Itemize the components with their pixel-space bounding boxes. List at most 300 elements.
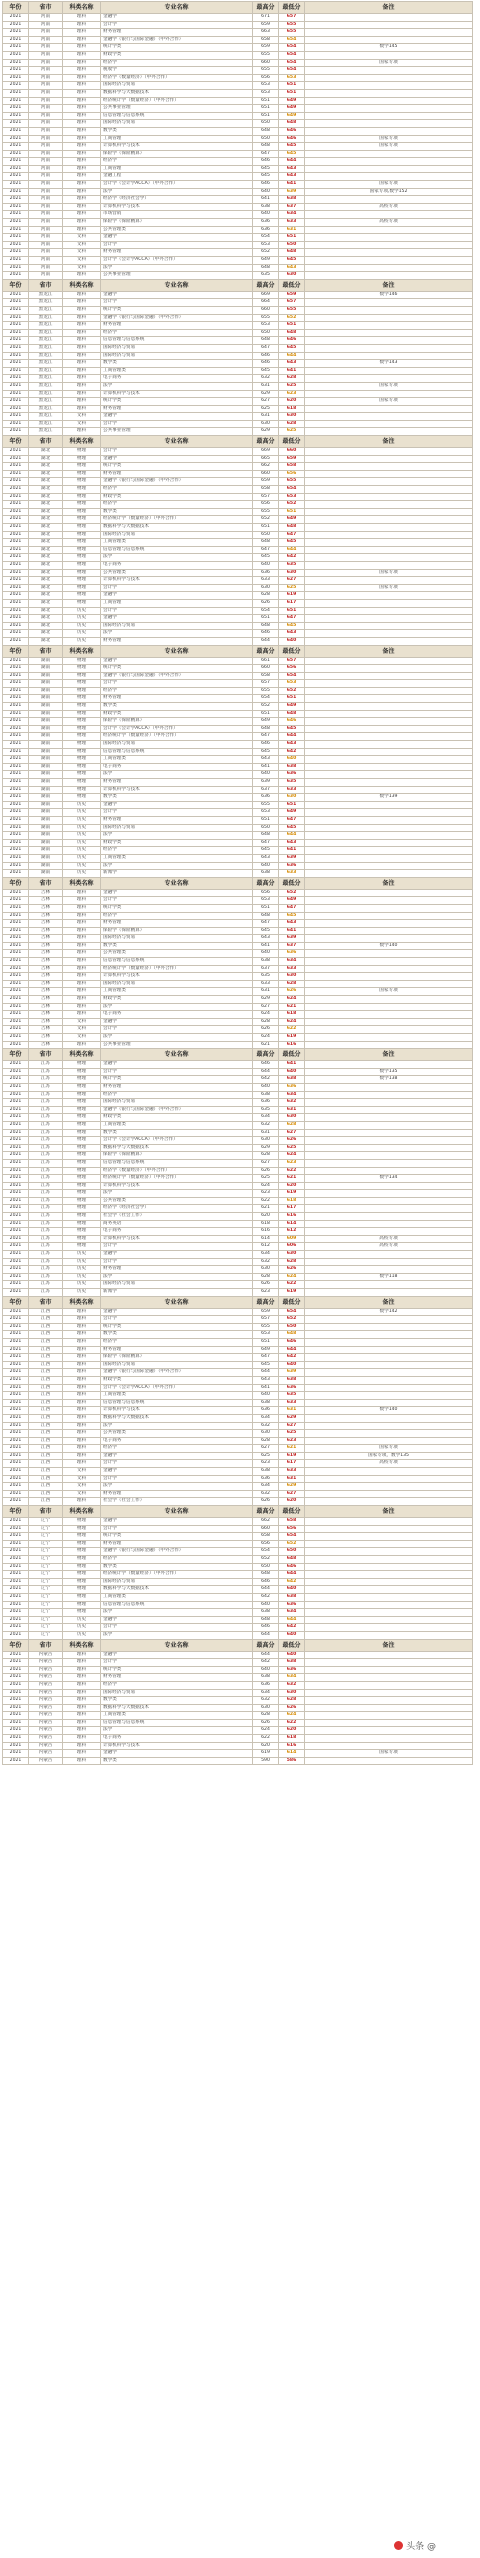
cell-min-score: 652 [279, 889, 305, 897]
cell-major: 金融学 [101, 1061, 253, 1069]
cell-year: 2021 [3, 665, 29, 673]
cell-year: 2021 [3, 173, 29, 181]
cell-major: 金融学 [101, 1651, 253, 1659]
cell-year: 2021 [3, 607, 29, 615]
cell-note [305, 375, 473, 383]
cell-note [305, 935, 473, 943]
cell-year: 2021 [3, 839, 29, 847]
cell-type: 理科 [63, 89, 101, 97]
cell-major: 金融学 [101, 1616, 253, 1624]
cell-province: 辽宁 [29, 1563, 63, 1571]
cell-province: 江苏 [29, 1213, 63, 1221]
cell-max-score: 623 [253, 1289, 279, 1297]
table-row [3, 1106, 473, 1114]
cell-note: 数学140 [305, 1407, 473, 1415]
cell-major: 法学 [101, 1003, 253, 1011]
cell-min-score: 625 [279, 382, 305, 390]
cell-year: 2021 [3, 958, 29, 966]
cell-province: 江苏 [29, 1061, 63, 1069]
cell-note [305, 112, 473, 120]
cell-province: 江苏 [29, 1266, 63, 1274]
cell-max-score: 654 [253, 234, 279, 242]
cell-min-score: 645 [279, 150, 305, 158]
cell-type: 历史 [63, 622, 101, 630]
cell-year: 2021 [3, 97, 29, 105]
cell-type: 物理 [63, 1106, 101, 1114]
cell-province: 黑龙江 [29, 360, 63, 368]
cell-max-score: 632 [253, 375, 279, 383]
cell-max-score: 661 [253, 657, 279, 665]
cell-min-score: 631 [279, 226, 305, 234]
cell-min-score: 632 [279, 1681, 305, 1689]
cell-min-score: 636 [279, 1083, 305, 1091]
cell-type: 历史 [63, 809, 101, 817]
cell-major: 计算机科学与技术 [101, 973, 253, 981]
cell-year: 2021 [3, 234, 29, 242]
cell-year: 2021 [3, 413, 29, 421]
cell-max-score: 650 [253, 329, 279, 337]
cell-max-score: 648 [253, 912, 279, 920]
cell-max-score: 629 [253, 1144, 279, 1152]
cell-max-score: 644 [253, 1631, 279, 1639]
cell-major: 经济统计学（数量经济）（中外合作） [101, 1175, 253, 1183]
cell-major: 金融学 [101, 234, 253, 242]
cell-type: 理科 [63, 988, 101, 996]
cell-min-score: 654 [279, 59, 305, 67]
cell-max-score: 635 [253, 973, 279, 981]
cell-min-score: 644 [279, 733, 305, 741]
cell-year: 2021 [3, 1281, 29, 1289]
cell-year: 2021 [3, 257, 29, 265]
cell-province: 江苏 [29, 1068, 63, 1076]
cell-province: 江苏 [29, 1175, 63, 1183]
cell-province: 河南 [29, 127, 63, 135]
cell-type: 物理 [63, 703, 101, 711]
cell-min-score: 643 [279, 741, 305, 749]
cell-min-score: 622 [279, 1167, 305, 1175]
cell-major: 财务管理 [101, 1674, 253, 1682]
cell-note [305, 1666, 473, 1674]
table-row [3, 546, 473, 554]
cell-min-score: 625 [279, 1144, 305, 1152]
cell-year: 2021 [3, 1727, 29, 1735]
cell-year: 2021 [3, 241, 29, 249]
cell-max-score: 631 [253, 988, 279, 996]
cell-note [305, 816, 473, 824]
cell-note: 数学143 [305, 360, 473, 368]
header-type: 科类名称 [63, 2, 101, 14]
cell-province: 江苏 [29, 1076, 63, 1084]
cell-note: 数学145 [305, 44, 473, 52]
table-row [3, 390, 473, 398]
cell-note: 数学134 [305, 1175, 473, 1183]
cell-province: 湖北 [29, 592, 63, 600]
cell-type: 理科 [63, 965, 101, 973]
cell-major: 公共事业管理 [101, 105, 253, 113]
cell-year: 2021 [3, 1437, 29, 1445]
header-province: 省市 [29, 645, 63, 657]
cell-max-score: 642 [253, 1076, 279, 1084]
cell-type: 物理 [63, 584, 101, 592]
table-row [3, 112, 473, 120]
cell-max-score: 654 [253, 695, 279, 703]
cell-province: 河南 [29, 29, 63, 37]
cell-max-score: 626 [253, 1498, 279, 1506]
cell-type: 物理 [63, 1182, 101, 1190]
cell-year: 2021 [3, 862, 29, 870]
cell-note [305, 1563, 473, 1571]
table-row [3, 135, 473, 143]
cell-year: 2021 [3, 1068, 29, 1076]
cell-major: 金融学 [101, 1518, 253, 1526]
cell-year: 2021 [3, 657, 29, 665]
cell-min-score: 648 [279, 120, 305, 128]
cell-type: 理科 [63, 314, 101, 322]
cell-province: 黑龙江 [29, 405, 63, 413]
cell-type: 理科 [63, 920, 101, 928]
cell-province: 河南 [29, 135, 63, 143]
cell-note [305, 1281, 473, 1289]
cell-max-score: 648 [253, 337, 279, 345]
cell-year: 2021 [3, 1712, 29, 1720]
cell-major: 信息管理与信息系统 [101, 337, 253, 345]
cell-year: 2021 [3, 1750, 29, 1758]
cell-note [305, 1369, 473, 1377]
table-row [3, 120, 473, 128]
cell-province: 江苏 [29, 1228, 63, 1236]
table-row [3, 912, 473, 920]
cell-max-score: 650 [253, 135, 279, 143]
cell-min-score: 655 [279, 306, 305, 314]
cell-province: 河南 [29, 67, 63, 75]
cell-year: 2021 [3, 1392, 29, 1400]
cell-note [305, 1041, 473, 1049]
cell-min-score: 654 [279, 486, 305, 494]
cell-year: 2021 [3, 1704, 29, 1712]
table-row [3, 1167, 473, 1175]
cell-max-score: 646 [253, 360, 279, 368]
cell-max-score: 626 [253, 1281, 279, 1289]
cell-max-score: 660 [253, 59, 279, 67]
cell-note [305, 1704, 473, 1712]
cell-max-score: 636 [253, 569, 279, 577]
cell-province: 黑龙江 [29, 428, 63, 436]
cell-major: 会计学 [101, 680, 253, 688]
cell-year: 2021 [3, 809, 29, 817]
cell-type: 物理 [63, 455, 101, 463]
cell-year: 2021 [3, 1205, 29, 1213]
cell-type: 物理 [63, 657, 101, 665]
cell-province: 江苏 [29, 1220, 63, 1228]
table-row [3, 839, 473, 847]
cell-province: 湖南 [29, 786, 63, 794]
cell-max-score: 635 [253, 1106, 279, 1114]
cell-note [305, 870, 473, 878]
table-row [3, 1376, 473, 1384]
cell-province: 江西 [29, 1323, 63, 1331]
cell-min-score: 641 [279, 927, 305, 935]
table-row [3, 219, 473, 227]
cell-note [305, 524, 473, 532]
cell-min-score: 638 [279, 1076, 305, 1084]
cell-max-score: 641 [253, 196, 279, 204]
table-row [3, 935, 473, 943]
table-row [3, 1258, 473, 1266]
cell-province: 河南 [29, 21, 63, 29]
cell-major: 计算机科学与技术 [101, 577, 253, 585]
cell-year: 2021 [3, 1586, 29, 1594]
cell-min-score: 636 [279, 1601, 305, 1609]
cell-major: 经济学 [101, 59, 253, 67]
cell-min-score: 651 [279, 82, 305, 90]
cell-max-score: 650 [253, 531, 279, 539]
cell-max-score: 654 [253, 1548, 279, 1556]
cell-min-score: 636 [279, 771, 305, 779]
cell-year: 2021 [3, 1129, 29, 1137]
header-year: 年份 [3, 877, 29, 889]
cell-note [305, 1220, 473, 1228]
cell-year: 2021 [3, 455, 29, 463]
cell-note: 国家专项 [305, 1750, 473, 1758]
cell-major: 公共管理类 [101, 226, 253, 234]
cell-type: 理科 [63, 1376, 101, 1384]
table-row [3, 1556, 473, 1564]
cell-year: 2021 [3, 1197, 29, 1205]
cell-type: 物理 [63, 516, 101, 524]
cell-note [305, 973, 473, 981]
cell-province: 内蒙古 [29, 1735, 63, 1743]
cell-max-score: 648 [253, 539, 279, 547]
cell-year: 2021 [3, 1076, 29, 1084]
cell-type: 理科 [63, 1323, 101, 1331]
cell-min-score: 645 [279, 622, 305, 630]
cell-type: 理科 [63, 1719, 101, 1727]
cell-province: 内蒙古 [29, 1697, 63, 1705]
cell-type: 理科 [63, 59, 101, 67]
cell-note [305, 1289, 473, 1297]
cell-max-score: 654 [253, 607, 279, 615]
cell-year: 2021 [3, 196, 29, 204]
header-min: 最低分 [279, 1506, 305, 1518]
cell-year: 2021 [3, 1175, 29, 1183]
cell-type: 理科 [63, 1414, 101, 1422]
cell-year: 2021 [3, 1106, 29, 1114]
cell-max-score: 645 [253, 367, 279, 375]
cell-province: 辽宁 [29, 1525, 63, 1533]
cell-type: 物理 [63, 592, 101, 600]
cell-year: 2021 [3, 1369, 29, 1377]
cell-min-score: 606 [279, 1243, 305, 1251]
cell-max-score: 649 [253, 257, 279, 265]
cell-province: 江西 [29, 1361, 63, 1369]
cell-year: 2021 [3, 203, 29, 211]
cell-max-score: 646 [253, 181, 279, 189]
cell-major: 信息管理与信息系统 [101, 748, 253, 756]
cell-province: 江苏 [29, 1099, 63, 1107]
cell-max-score: 636 [253, 1681, 279, 1689]
table-row [3, 470, 473, 478]
cell-min-score: 634 [279, 1091, 305, 1099]
cell-province: 辽宁 [29, 1578, 63, 1586]
cell-province: 江西 [29, 1490, 63, 1498]
cell-year: 2021 [3, 1182, 29, 1190]
cell-type: 物理 [63, 1556, 101, 1564]
cell-major: 财政学类 [101, 1376, 253, 1384]
cell-year: 2021 [3, 1593, 29, 1601]
cell-province: 内蒙古 [29, 1674, 63, 1682]
cell-major: 法学 [101, 188, 253, 196]
cell-major: 金融学 [101, 455, 253, 463]
cell-year: 2021 [3, 561, 29, 569]
cell-min-score: 651 [279, 89, 305, 97]
cell-max-score: 651 [253, 524, 279, 532]
cell-type: 物理 [63, 1175, 101, 1183]
cell-major: 金融学 [101, 615, 253, 623]
cell-max-score: 648 [253, 1616, 279, 1624]
cell-min-score: 627 [279, 577, 305, 585]
cell-province: 河南 [29, 234, 63, 242]
cell-type: 理科 [63, 44, 101, 52]
cell-major: 金融学 [101, 1018, 253, 1026]
cell-year: 2021 [3, 748, 29, 756]
cell-min-score: 650 [279, 1548, 305, 1556]
cell-province: 吉林 [29, 980, 63, 988]
cell-note [305, 1018, 473, 1026]
cell-province: 江苏 [29, 1273, 63, 1281]
cell-type: 理科 [63, 1308, 101, 1316]
cell-max-score: 632 [253, 1697, 279, 1705]
cell-year: 2021 [3, 1220, 29, 1228]
cell-province: 内蒙古 [29, 1742, 63, 1750]
cell-note [305, 173, 473, 181]
cell-note [305, 927, 473, 935]
cell-min-score: 644 [279, 546, 305, 554]
cell-type: 物理 [63, 554, 101, 562]
cell-min-score: 624 [279, 1273, 305, 1281]
cell-min-score: 641 [279, 1061, 305, 1069]
cell-type: 物理 [63, 478, 101, 486]
cell-major: 计算机科学与技术 [101, 143, 253, 151]
header-min: 最低分 [279, 279, 305, 291]
cell-type: 理科 [63, 1437, 101, 1445]
cell-type: 物理 [63, 733, 101, 741]
cell-major: 税收学 [101, 67, 253, 75]
cell-year: 2021 [3, 1251, 29, 1259]
cell-year: 2021 [3, 546, 29, 554]
cell-max-score: 653 [253, 322, 279, 330]
cell-year: 2021 [3, 249, 29, 257]
cell-type: 物理 [63, 448, 101, 456]
cell-major: 数据科学与大数据技术 [101, 1704, 253, 1712]
cell-note [305, 1376, 473, 1384]
cell-min-score: 618 [279, 1735, 305, 1743]
header-min: 最低分 [279, 1639, 305, 1651]
cell-year: 2021 [3, 832, 29, 840]
table-row [3, 687, 473, 695]
cell-major: 数学类 [101, 1697, 253, 1705]
cell-max-score: 628 [253, 1152, 279, 1160]
cell-min-score: 623 [279, 390, 305, 398]
cell-major: 财务管理 [101, 1490, 253, 1498]
cell-year: 2021 [3, 771, 29, 779]
cell-year: 2021 [3, 1213, 29, 1221]
cell-province: 吉林 [29, 988, 63, 996]
table-row [3, 950, 473, 958]
cell-year: 2021 [3, 847, 29, 855]
cell-min-score: 655 [279, 29, 305, 37]
cell-province: 河南 [29, 150, 63, 158]
cell-note [305, 1003, 473, 1011]
table-row [3, 234, 473, 242]
cell-major: 财政学类 [101, 710, 253, 718]
cell-note [305, 1258, 473, 1266]
cell-year: 2021 [3, 382, 29, 390]
cell-major: 会计学 [101, 1243, 253, 1251]
cell-note [305, 36, 473, 44]
cell-major: 财务管理 [101, 29, 253, 37]
cell-max-score: 655 [253, 67, 279, 75]
cell-type: 理科 [63, 1742, 101, 1750]
cell-major: 金融工程 [101, 173, 253, 181]
cell-note [305, 854, 473, 862]
cell-major: 法学 [101, 1422, 253, 1430]
cell-max-score: 626 [253, 1719, 279, 1727]
cell-type: 理科 [63, 1316, 101, 1324]
cell-major: 财政学类 [101, 493, 253, 501]
table-row [3, 539, 473, 547]
cell-max-score: 636 [253, 226, 279, 234]
cell-province: 湖北 [29, 546, 63, 554]
cell-note [305, 599, 473, 607]
cell-major: 数学类 [101, 942, 253, 950]
table-row [3, 1091, 473, 1099]
table-row [3, 1689, 473, 1697]
cell-type: 理科 [63, 322, 101, 330]
cell-province: 江西 [29, 1430, 63, 1438]
table-row [3, 1601, 473, 1609]
cell-min-score: 630 [279, 1114, 305, 1122]
cell-min-score: 641 [279, 847, 305, 855]
cell-type: 理科 [63, 1659, 101, 1667]
table-row [3, 398, 473, 406]
cell-province: 河南 [29, 257, 63, 265]
cell-province: 河南 [29, 105, 63, 113]
cell-note [305, 657, 473, 665]
table-row [3, 1137, 473, 1145]
cell-type: 物理 [63, 1540, 101, 1548]
cell-year: 2021 [3, 733, 29, 741]
cell-min-score: 641 [279, 367, 305, 375]
table-row [3, 1437, 473, 1445]
cell-min-score: 645 [279, 539, 305, 547]
cell-note [305, 1525, 473, 1533]
cell-major: 会计学 [101, 1460, 253, 1468]
cell-min-score: 620 [279, 1727, 305, 1735]
cell-note [305, 493, 473, 501]
table-row [3, 405, 473, 413]
cell-note [305, 824, 473, 832]
cell-major: 法学 [101, 1190, 253, 1198]
cell-major: 信息管理与信息系统 [101, 546, 253, 554]
cell-year: 2021 [3, 599, 29, 607]
cell-province: 江西 [29, 1346, 63, 1354]
cell-note [305, 1518, 473, 1526]
cell-type: 文科 [63, 1026, 101, 1034]
cell-min-score: 647 [279, 904, 305, 912]
table-row [3, 1354, 473, 1362]
cell-note [305, 1483, 473, 1491]
cell-max-score: 634 [253, 1414, 279, 1422]
